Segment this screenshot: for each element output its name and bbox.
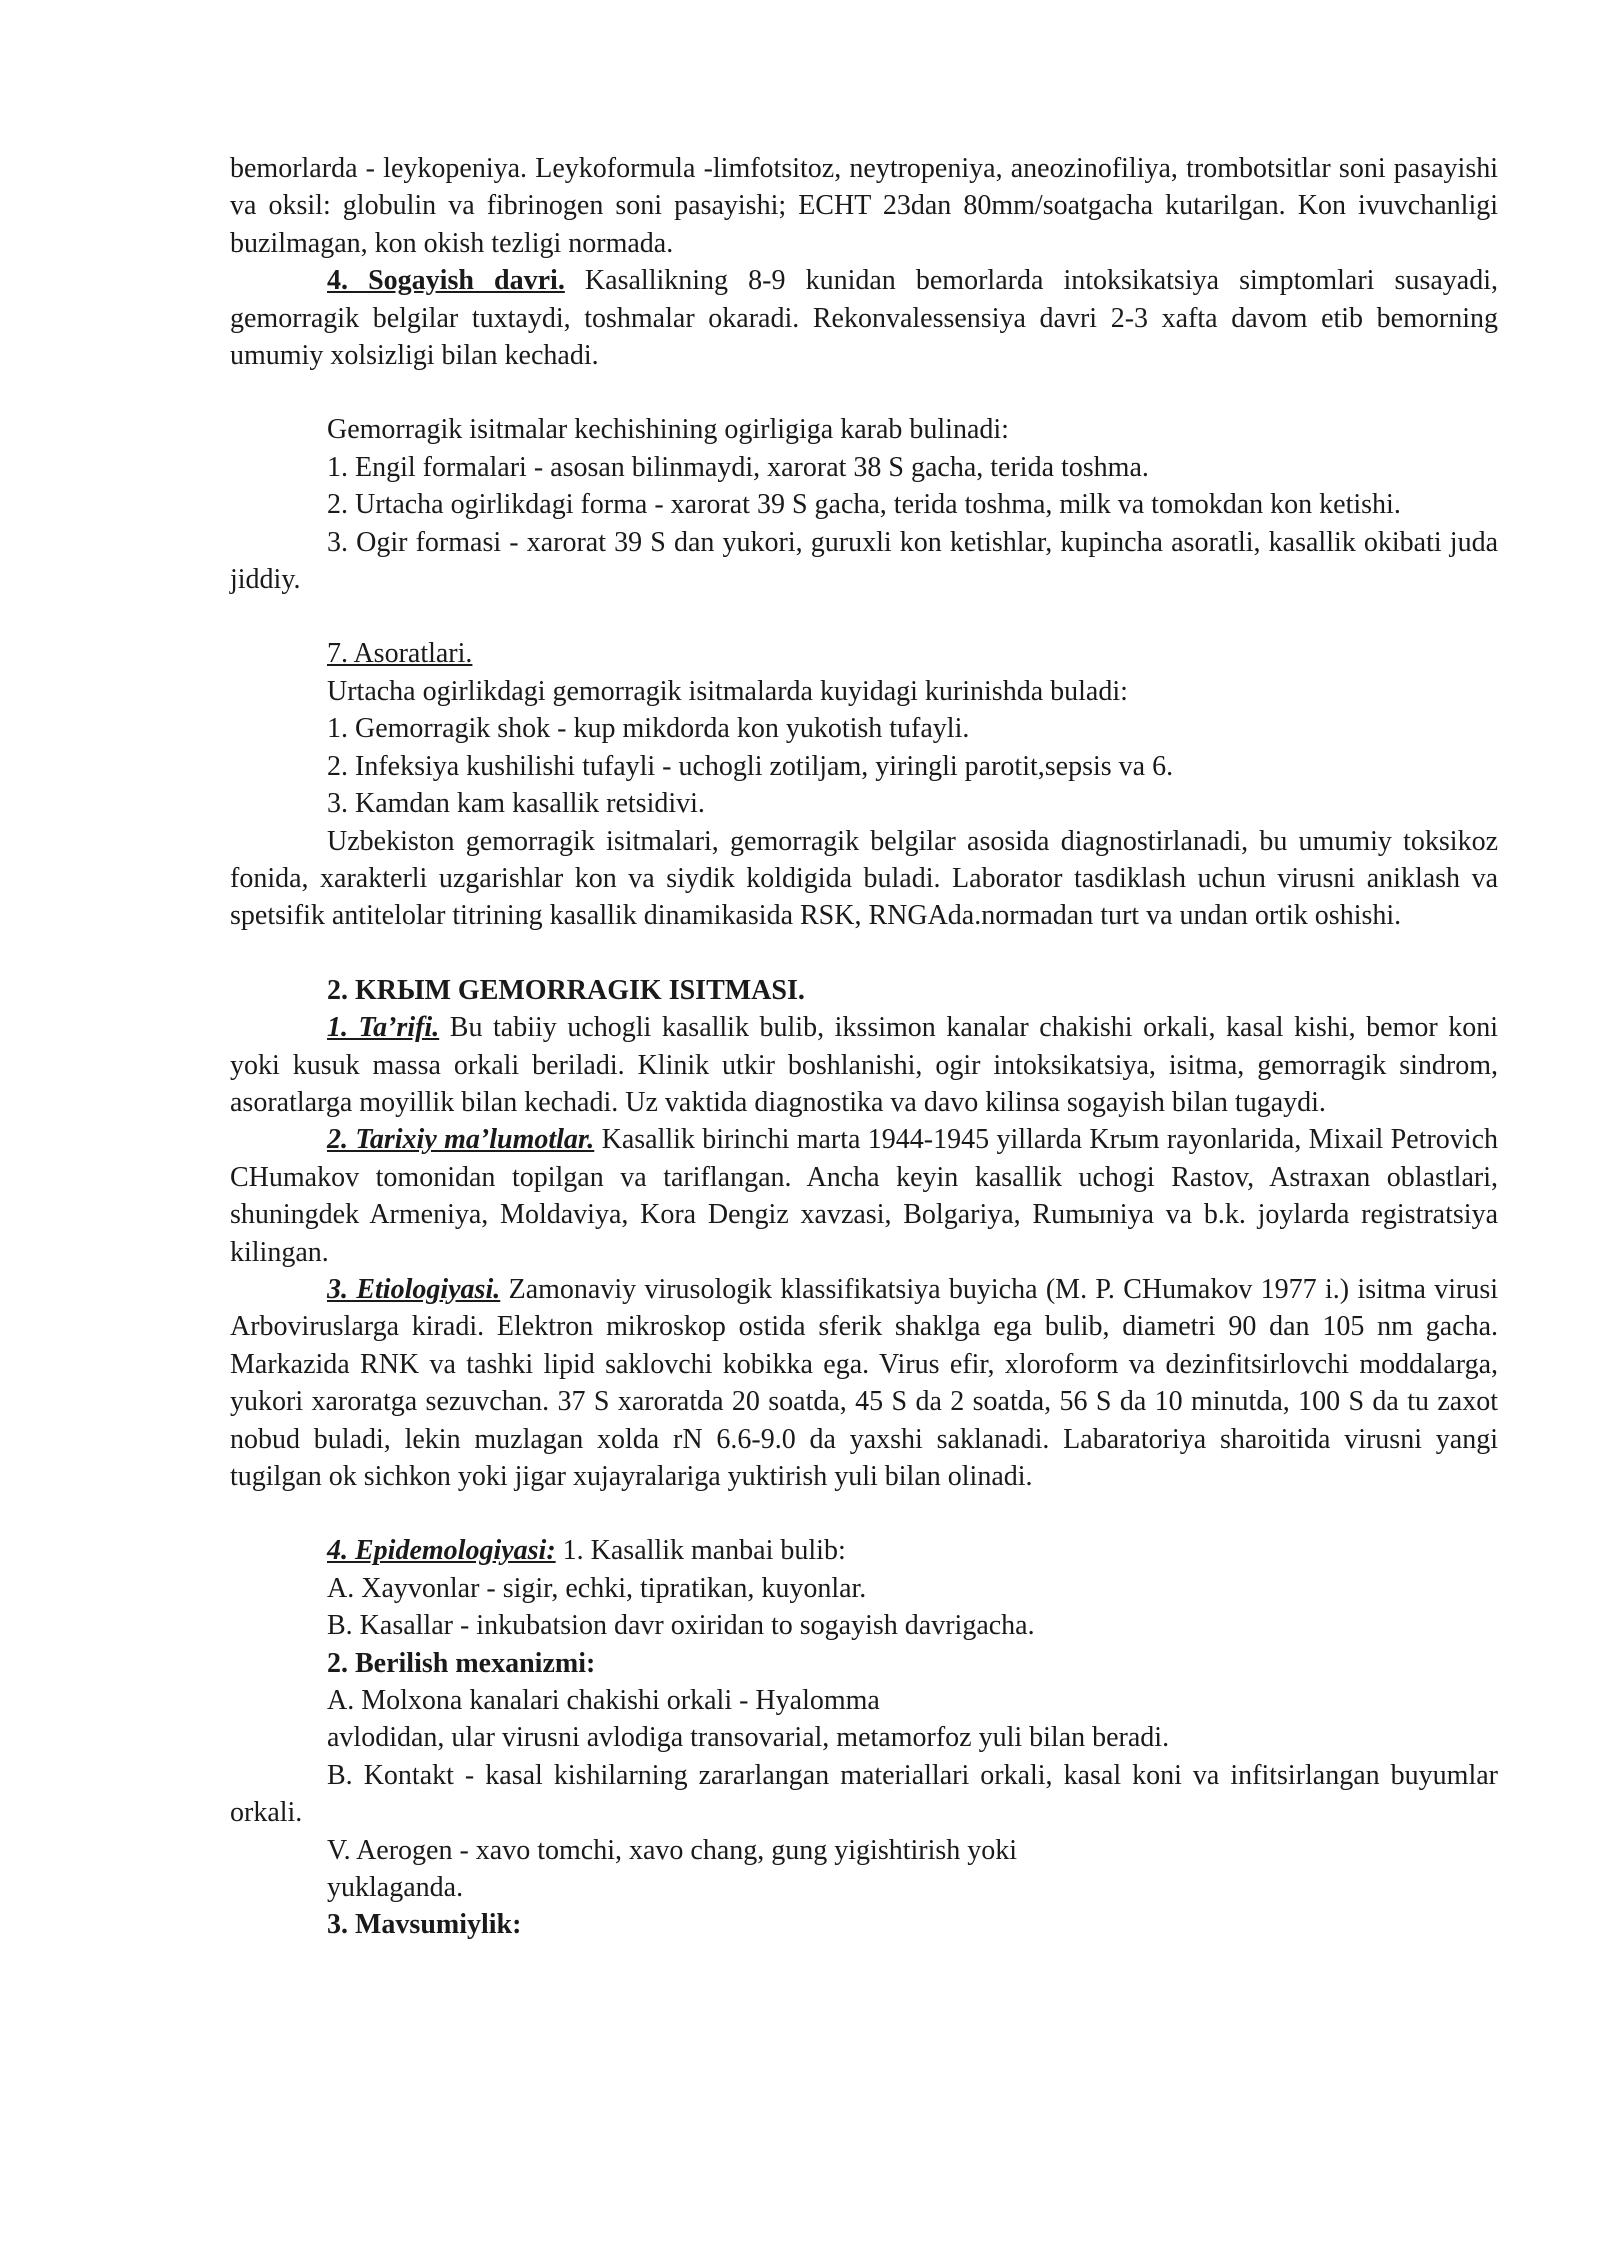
list-item-severe-form: 3. Ogir formasi - xarorat 39 S dan yukori, guruxli kon ketishlar, kupincha asoratli, kasallik okibati juda jiddiy. [230,526,1498,596]
spacer [230,1495,1498,1532]
list-item-shock: 1. Gemorragik shok - kup mikdorda kon yukotish tufayli. [327,713,970,745]
paragraph-complications-intro: Urtacha ogirlikdagi gemorragik isitmalarda kuyidagi kurinishda buladi: [327,675,1128,707]
subsection-heading-etiology: 3. Etiologiyasi. [327,1273,501,1305]
section-heading-recovery: 4. Sogayish davri. [327,265,565,297]
paragraph-recovery-period: 4. Sogayish davri. Kasallikning 8-9 kunidan bemorlarda intoksikatsiya simptomlari susayadi, gemorragik belgilar tuxtaydi, toshmalar okaradi. Rekonvalessensiya davri 2-3 xafta davom etib bemorning umumiy xolsizligi bilan kechadi. [230,265,1498,372]
list-item-animals: A. Xayvonlar - sigir, echki, tipratikan, kuyonlar. [327,1572,867,1604]
list-item-infection: 2. Infeksiya kushilishi tufayli - uchogli zotiljam, yiringli parotit,sepsis va 6. [327,750,1174,782]
paragraph-diagnosis: Uzbekiston gemorragik isitmalari, gemorragik belgilar asosida diagnostirlanadi, bu umumiy toksikoz fonida, xarakterli uzgarishlar kon va siydik koldigida buladi. Laborator tasdiklash uchun virusni aniklash va spetsifik antitelolar titrining kasallik dinamikasida RSK, RNGAda.normadan turt va undan ortik oshishi. [230,825,1498,932]
subsection-heading-definition: 1. Ta’rifi. [327,1012,440,1044]
spacer [230,374,1498,411]
section-heading-complications: 7. Asoratlari. [327,638,473,670]
document-page [230,150,1498,1944]
paragraph-lab-findings: bemorlarda - leykopeniya. Leykoformula -limfotsitoz, neytropeniya, aneozinofiliya, trombotsitlar soni pasayishi va oksil: globulin va fibrinogen soni pasayishi; ECHT 23dan 80mm/soatgacha kutarilgan. Kon ivuvchanligi buzilmagan, kon okish tezligi normada. [230,153,1498,259]
list-item-aerogen-cont: yuklaganda. [327,1872,464,1904]
list-item-tick-bite: A. Molxona kanalari chakishi orkali - Hyalomma [327,1685,880,1717]
section-title-crimean-fever: 2. KRЫM GEMORRAGIK ISITMASI. [327,974,805,1006]
list-item-relapse: 3. Kamdan kam kasallik retsidivi. [327,788,705,820]
list-item-patients: B. Kasallar - inkubatsion davr oxiridan to sogayish davrigacha. [327,1610,1035,1642]
paragraph-history: 2. Tarixiy ma’lumotlar. Kasallik birinchi marta 1944-1945 yillarda Krыm rayonlarida, Mixail Petrovich CHumakov tomonidan topilgan va tariflangan. Ancha keyin kasallik uchogi Rastov, Astraxan oblastlari, shuningdek Armeniya, Moldaviya, Kora Dengiz xavzasi, Bolgariya, Rumыniya va b.k. joylarda registratsiya kilingan. [230,1124,1498,1268]
subsection-heading-history: 2. Tarixiy ma’lumotlar. [327,1124,595,1156]
list-item-mild-form: 1. Engil formalari - asosan bilinmaydi, xarorat 38 S gacha, terida toshma. [327,451,1149,483]
list-item-moderate-form: 2. Urtacha ogirlikdagi forma - xarorat 39 S gacha, terida toshma, milk va tomokdan kon ketishi. [327,489,1401,521]
subheading-transmission: 2. Berilish mexanizmi: [327,1647,596,1679]
list-item-aerogen: V. Aerogen - xavo tomchi, xavo chang, gung yigishtirish yoki [327,1834,1018,1866]
spacer [230,935,1498,972]
paragraph-definition: 1. Ta’rifi. Bu tabiiy uchogli kasallik bulib, ikssimon kanalar chakishi orkali, kasal kishi, bemor koni yoki kusuk massa orkali beriladi. Klinik utkir boshlanishi, ogir intoksikatsiya, isitma, gemorragik sindrom, asoratlarga moyillik bilan kechadi. Uz vaktida diagnostika va davo kilinsa sogayish bilan tugaydi. [230,1012,1498,1118]
subsection-heading-epidemiology: 4. Epidemologiyasi: [327,1535,556,1567]
paragraph-etiology: 3. Etiologiyasi. Zamonaviy virusologik klassifikatsiya buyicha (M. P. CHumakov 1977 i.) isitma virusi Arboviruslarga kiradi. Elektron mikroskop ostida sferik shaklga ega bulib, diametri 90 dan 105 nm gacha. Markazida RNK va tashki lipid saklovchi kobikka ega. Virus efir, xloroform va dezinfitsirlovchi moddalarga, yukori xaroratga sezuvchan. 37 S xaroratda 20 soatda, 45 S da 2 soatda, 56 S da 10 minutda, 100 S da tu zaxot nobud buladi, lekin muzlagan xolda rN 6.6-9.0 da yaxshi saklanadi. Labaratoriya sharoitida virusni yangi tugilgan ok sichkon yoki jigar xujayralariga yuktirish yuli bilan olinadi. [230,1273,1498,1492]
spacer [230,598,1498,635]
paragraph-epidemiology: 4. Epidemologiyasi: 1. Kasallik manbai bulib: [327,1535,846,1567]
list-item-contact: B. Kontakt - kasal kishilarning zararlangan materiallari orkali, kasal koni va infitsirlangan buyumlar orkali. [230,1759,1498,1829]
list-item-tick-bite-cont: avlodidan, ular virusni avlodiga transovarial, metamorfoz yuli bilan beradi. [327,1722,1170,1754]
subheading-seasonality: 3. Mavsumiylik: [327,1909,522,1941]
paragraph-severity-intro: Gemorragik isitmalar kechishining ogirligiga karab bulinadi: [327,414,1009,446]
